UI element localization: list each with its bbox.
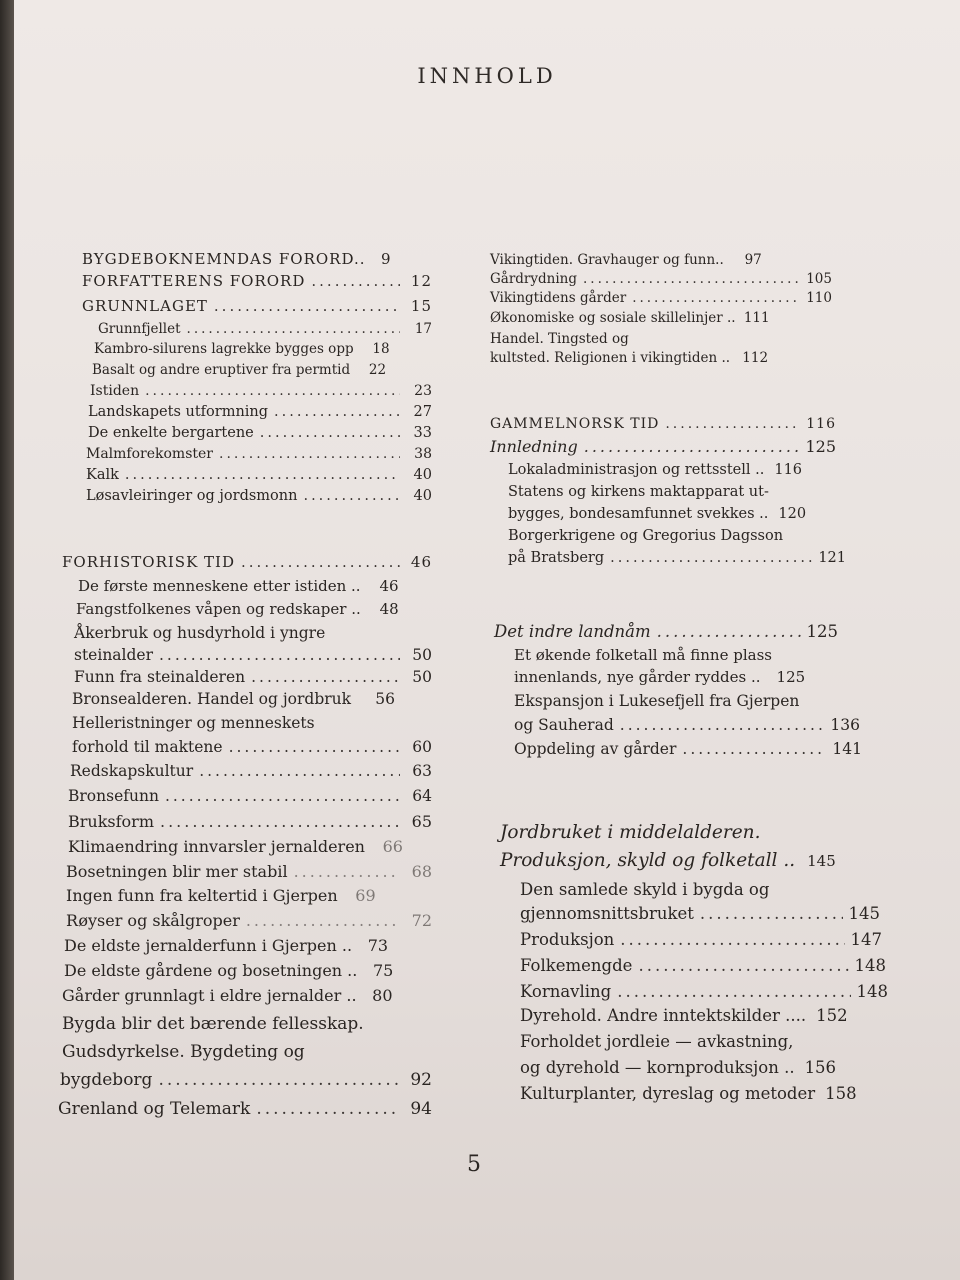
toc-entry: Landskapets utformning ..... 27	[88, 404, 432, 420]
toc-entry: Istiden ..... 23	[90, 383, 432, 399]
toc-entry: Folkemengde ..... 148	[520, 956, 886, 975]
toc-entry: Funn fra steinalderen ..... 50	[74, 668, 432, 686]
toc-section-heading-line: Jordbruket i middelalderen.	[500, 822, 761, 843]
toc-entry: Bosetningen blir mer stabil ..... 68	[66, 862, 432, 881]
toc-entry: på Bratsberg ..... 121	[508, 550, 846, 566]
toc-entry: Ingen funn fra keltertid i Gjerpen 69	[66, 886, 376, 905]
toc-entry: Oppdeling av gårder ..... 141	[514, 740, 862, 758]
toc-section-heading: FORHISTORISK TID ..... 46	[62, 553, 432, 571]
toc-entry: Bronsefunn ..... 64	[68, 787, 432, 805]
toc-entry: Bronsealderen. Handel og jordbruk 56	[72, 690, 396, 708]
toc-entry: Dyrehold. Andre inntektskilder .... 152	[520, 1006, 848, 1025]
toc-entry: og dyrehold — kornproduksjon .. 156	[520, 1058, 837, 1077]
toc-entry: og Sauherad ..... 136	[514, 716, 860, 734]
page-number: 5	[467, 1152, 481, 1177]
toc-entry: Økonomiske og sosiale skillelinjer .. 111	[490, 310, 770, 326]
toc-entry: Malmforekomster ..... 38	[86, 446, 432, 462]
toc-entry: bygges, bondesamfunnet svekkes .. 120	[508, 506, 807, 522]
toc-section-heading: Det indre landnåm ..... 125	[494, 622, 838, 641]
page-title: INNHOLD	[417, 64, 557, 88]
toc-entry: Vikingtidens gårder ..... 110	[490, 290, 832, 306]
toc-section-heading: Produksjon, skyld og folketall .. 145	[500, 850, 836, 871]
toc-entry-line: Forholdet jordleie — avkastning,	[520, 1032, 794, 1051]
toc-entry: Bruksform ..... 65	[68, 812, 432, 831]
toc-entry: Redskapskultur ..... 63	[70, 762, 432, 780]
toc-entry: Gårder grunnlagt i eldre jernalder .. 80	[62, 986, 393, 1005]
toc-entry: Kambro-silurens lagrekke bygges opp 18	[94, 341, 390, 357]
toc-entry-line: Gudsdyrkelse. Bygdeting og	[62, 1042, 305, 1062]
toc-entry: Produksjon ..... 147	[520, 930, 882, 949]
toc-entry-line: Statens og kirkens maktapparat ut-	[508, 484, 769, 500]
toc-entry: steinalder ..... 50	[74, 646, 432, 664]
toc-entry: kultsted. Religionen i vikingtiden .. 112	[490, 350, 769, 366]
toc-entry: Lokaladministrasjon og rettsstell .. 116	[508, 462, 803, 478]
toc-entry: Grunnfjellet ..... 17	[98, 321, 432, 337]
toc-entry: Røyser og skålgroper ..... 72	[66, 911, 432, 930]
toc-entry: Løsavleiringer og jordsmonn ..... 40	[86, 488, 432, 504]
toc-entry: Kulturplanter, dyreslag og metoder 158	[520, 1084, 857, 1103]
toc-entry: Klimaendring innvarsler jernalderen 66	[68, 837, 403, 856]
toc-entry: BYGDEBOKNEMNDAS FORORD.. 9	[82, 250, 392, 268]
toc-entry: Kalk ..... 40	[86, 467, 432, 483]
toc-entry-line: Åkerbruk og husdyrhold i yngre	[74, 624, 326, 642]
toc-section-heading: GAMMELNORSK TID ..... 116	[490, 416, 836, 432]
toc-entry: De eldste jernalderfunn i Gjerpen .. 73	[64, 936, 389, 955]
book-page	[14, 0, 960, 1280]
toc-entry: GRUNNLAGET ..... 15	[82, 297, 432, 315]
toc-entry: innenlands, nye gårder ryddes .. 125	[514, 668, 806, 686]
toc-entry: Gårdrydning ..... 105	[490, 271, 832, 287]
book-spine-edge	[0, 0, 14, 1280]
toc-entry: Vikingtiden. Gravhauger og funn.. 97	[490, 252, 762, 268]
toc-entry: gjennomsnittsbruket ..... 145	[520, 904, 880, 923]
toc-entry: FORFATTERENS FORORD ..... 12	[82, 272, 432, 290]
toc-entry-line: Den samlede skyld i bygda og	[520, 880, 770, 899]
toc-entry: forhold til maktene ..... 60	[72, 738, 432, 756]
toc-entry-line: Bygda blir det bærende fellesskap.	[62, 1014, 364, 1034]
toc-entry-line: Borgerkrigene og Gregorius Dagsson	[508, 528, 784, 544]
toc-entry: De eldste gårdene og bosetningen .. 75	[64, 961, 394, 980]
toc-entry: Kornavling ..... 148	[520, 982, 888, 1001]
toc-entry: De første menneskene etter istiden .. 46	[78, 577, 399, 595]
toc-entry: De enkelte bergartene ..... 33	[88, 425, 432, 441]
toc-entry: Innledning ..... 125	[490, 437, 836, 456]
toc-entry-line: Handel. Tingsted og	[490, 331, 629, 347]
toc-entry: Fangstfolkenes våpen og redskaper .. 48	[76, 600, 399, 618]
toc-entry-line: Helleristninger og menneskets	[72, 714, 315, 732]
toc-entry-line: Ekspansjon i Lukesefjell fra Gjerpen	[514, 692, 800, 710]
toc-entry: Grenland og Telemark ..... 94	[58, 1099, 432, 1119]
toc-entry: Basalt og andre eruptiver fra permtid 22	[92, 362, 387, 378]
toc-entry: bygdeborg ..... 92	[60, 1070, 432, 1090]
toc-entry-line: Et økende folketall må finne plass	[514, 646, 772, 664]
